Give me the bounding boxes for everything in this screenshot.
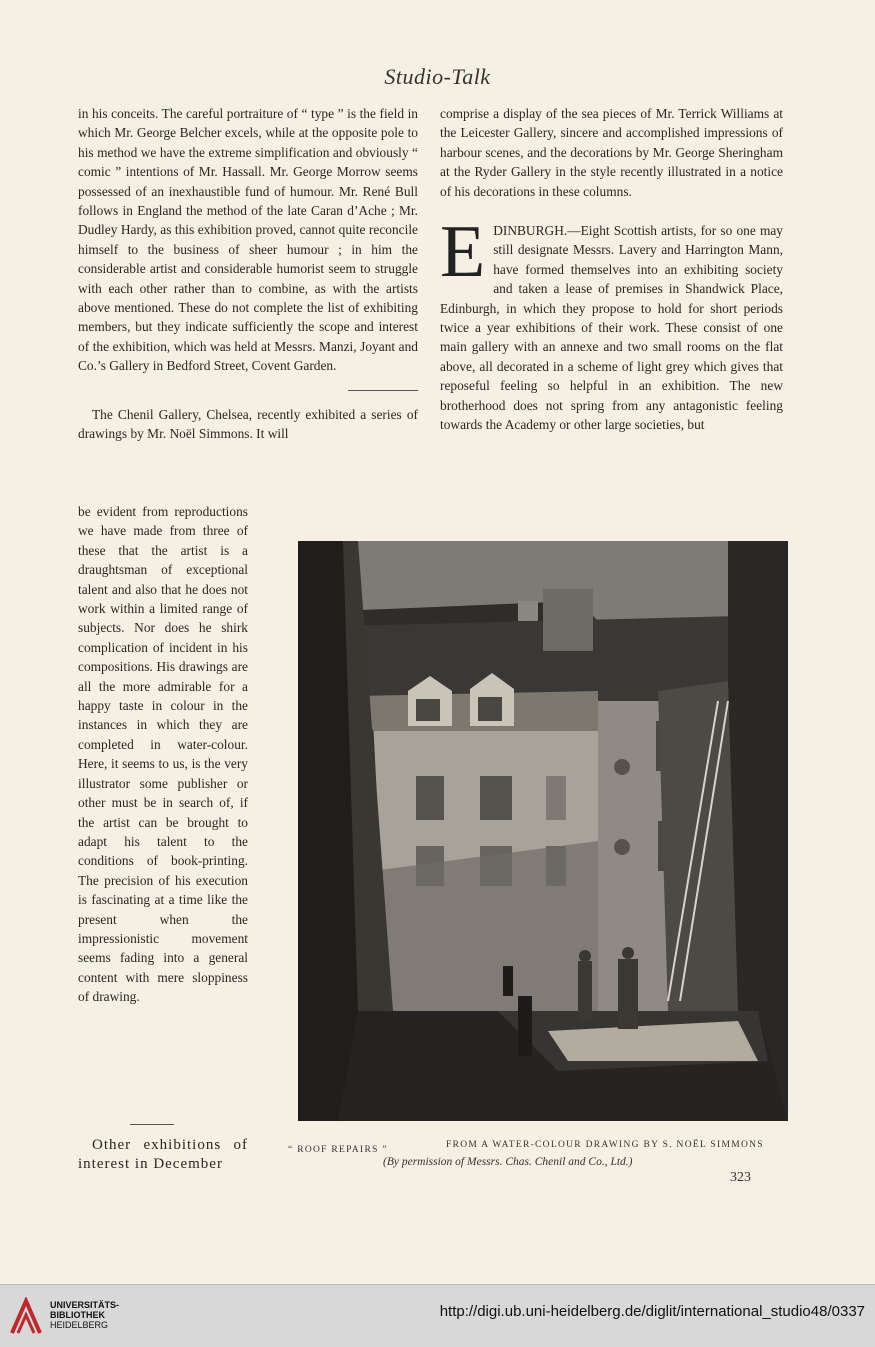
narrow-column [78,502,248,1007]
illustration-roof-repairs [298,541,788,1121]
left-column [78,104,418,444]
library-logo-icon [8,1297,44,1337]
street-scene-illustration [298,541,788,1121]
bottom-paragraph: Other exhibitions of interest in December [78,1137,248,1172]
right-paragraph-1: comprise a display of the sea pieces of Mr. Terrick Williams at the Leicester Gallery, sincere and accomplished impressions of harbour scenes, and the decorations by Mr. George Sheringham at the Ryder Gallery in the style recently illustrated in a notice of his decorations in these columns. [440,106,783,199]
narrow-paragraph: be evident from reproductions we have made from three of these that the artist is a draughtsman of exceptional talent and also that he does not work within a limited range of subjects. Nor does he shirk complication of incident in his compositions. His drawings are all the more admirable for a happy taste in colour in the instances in which they are completed in water-colour. Here, it seems to us, is the very illustrator some publisher or other must be in search of, if the artist can be brought to adapt his talent to the conditions of book-printing. The precision of his execution is fascinating at a time like the present when the impressionistic movement seems fading into a general content with mere sloppiness of drawing. [78,504,248,1005]
section-divider-2 [130,1124,174,1125]
caption-title: “ ROOF REPAIRS ” [288,1145,388,1155]
left-paragraph-2: The Chenil Gallery, Chelsea, recently exhibited a series of drawings by Mr. Noël Simmons. It will [78,406,418,442]
running-head: Studio-Talk [384,64,491,89]
footer-bar [0,1284,875,1347]
source-url-link[interactable]: http://digi.ub.uni-heidelberg.de/diglit/international_studio48/0337 [439,1303,865,1320]
library-name-line-2: BIBLIOTHEK [50,1310,105,1320]
right-column [440,104,783,435]
caption-source: FROM A WATER-COLOUR DRAWING BY S. NOËL SIMMONS [446,1140,764,1150]
library-name-line-1: UNIVERSITÄTS- [50,1300,120,1310]
edinburgh-paragraph [440,211,783,434]
caption-credit: (By permission of Messrs. Chas. Chenil and Co., Ltd.) [383,1156,633,1168]
edinburgh-text: DINBURGH.—Eight Scottish artists, for so one may still designate Messrs. Lavery and Harrington Mann, have formed themselves into an exhibiting society and taken a lease of premises in Shandwick Place, Edinburgh, in which they propose to hold for short periods twice a year exhibitions of their work. These consist of one main gallery with an annexe and two small rooms on the flat above, all decorated in a scheme of light grey which gives that reposeful feeling so helpful in an exhibition. The new brotherhood does not spring from any antagonistic feeling towards the Academy or other large societies, but [440,223,783,433]
left-paragraph-1: in his conceits. The careful portraiture of “ type ” is the field in which Mr. George Belcher excels, while at the opposite pole to his method we have the extreme simplification and obviously “ comic ” intentions of Mr. Hassall. Mr. George Morrow seems possessed of an inexhaustible fund of humour. Mr. René Bull follows in England the method of the late Caran d’Ache ; Mr. Dudley Hardy, as this exhibition proved, cannot quite reconcile himself to the business of sheer humour ; in him the considerable artist and considerable humorist seem to struggle with each other rather than to combine, as with the artists above mentioned. These do not complete the list of exhibiting members, but they indicate sufficiently the scope and interest of the exhibition, which was held at Messrs. Manzi, Joyant and Co.’s Gallery in Bedford Street, Covent Garden. [78,106,418,374]
bottom-column [78,1136,248,1174]
library-name-line-3: HEIDELBERG [50,1320,109,1330]
library-name [50,1300,119,1330]
drop-cap: E [440,211,486,294]
section-divider [348,390,418,391]
page-number: 323 [730,1170,751,1185]
